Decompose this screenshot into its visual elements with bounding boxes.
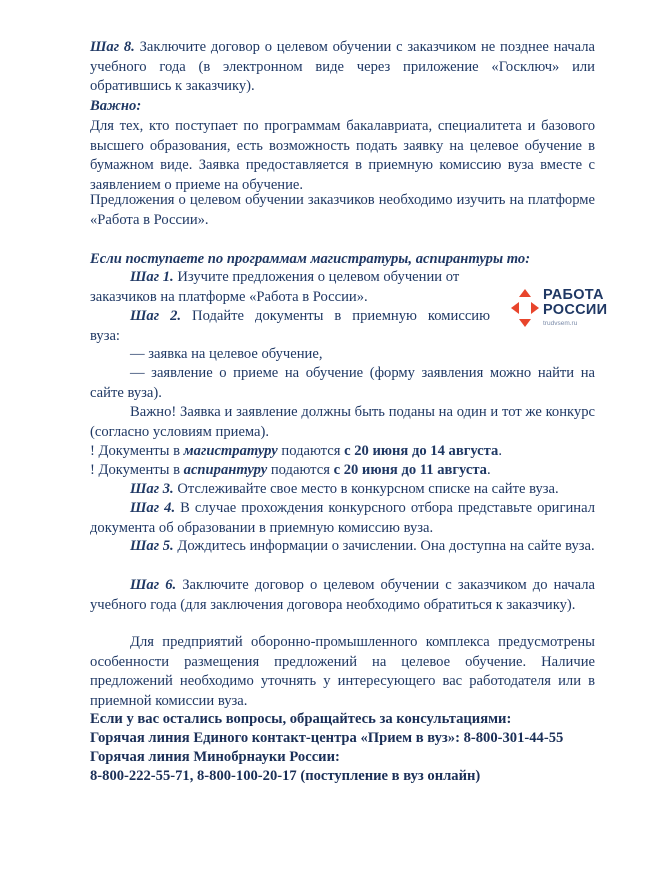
hotline-ekc: Горячая линия Единого контакт-центра «Прием в вуз»: 8-800-301-44-55 [90, 730, 564, 746]
step3-text: Отслеживайте свое место в конкурсном списке на сайте вуза. [173, 481, 559, 497]
important-heading [90, 97, 595, 117]
step5-text: Дождитесь информации о зачислении. Она доступна на сайте вуза. [173, 538, 595, 554]
masters-word: магистратуру [183, 443, 278, 459]
step1-label: Шаг 1. [130, 269, 174, 285]
offers-paragraph: Предложения о целевом обучении заказчиков необходимо изучить на платформе «Работа в России». [90, 192, 595, 228]
defense-industry-paragraph: Для предприятий оборонно-промышленного комплекса предусмотрены особенности размещения предложений на целевое обучение. Наличие предложений необходимо уточнять у интересующего вас работодателя или в приемной комиссии вуза. [90, 634, 595, 709]
contacts-intro: Если у вас остались вопросы, обращайтесь за консультациями: [90, 711, 512, 727]
important-note: Важно! Заявка и заявление должны быть поданы на один и тот же конкурс (согласно условиям приема). [90, 404, 595, 440]
step4-paragraph [90, 499, 595, 538]
step1-text: Изучите предложения о целевом обучении от [173, 269, 460, 285]
step1-cont: заказчиков на платформе «Работа в России». [90, 288, 368, 305]
step4-label: Шаг 4. [130, 500, 176, 516]
step6-label: Шаг 6. [130, 577, 177, 593]
step4-text: В случае прохождения конкурсного отбора представьте оригинал документа об образовании в приемную комиссию вуза. [90, 500, 595, 536]
step8-paragraph [90, 38, 595, 97]
step5-paragraph [90, 537, 595, 557]
step1-paragraph [90, 268, 490, 307]
step2-paragraph [90, 307, 490, 346]
step3-label: Шаг 3. [130, 481, 174, 497]
masters-dates: с 20 июня до 14 августа [344, 443, 499, 459]
hotline-minobrnauki-title: Горячая линия Минобрнауки России: [90, 749, 340, 765]
step2-cont: вуза: [90, 327, 120, 344]
rabota-rossii-logo [509, 285, 621, 333]
rabota-rossii-arrows-icon [509, 287, 543, 329]
hotline-minobrnauki-numbers: 8-800-222-55-71, 8-800-100-20-17 (поступление в вуз онлайн) [90, 768, 481, 784]
step2-label: Шаг 2. [130, 308, 182, 324]
step5-label: Шаг 5. [130, 538, 174, 554]
step6-paragraph [90, 576, 595, 615]
logo-site: trudvsem.ru [543, 320, 578, 327]
postgrad-deadline: ! Документы в аспирантуру подаются с 20 июня до 11 августа. [90, 462, 491, 478]
list-item-statement: — заявление о приеме на обучение (форму заявления можно найти на сайте вуза). [90, 365, 595, 401]
postgrad-word: аспирантуру [183, 462, 268, 478]
step8-label: Шаг 8. [90, 39, 135, 55]
masters-deadline: ! Документы в магистратуру подаются с 20 июня до 14 августа. [90, 443, 502, 459]
important-paragraph: Для тех, кто поступает по программам бакалавриата, специалитета и базового высшего образования, есть возможность подать заявку на целевое обучение в бумажном виде. Заявка предоставляется в приемную комиссию вуза вместе с заявлением о приеме на обучение. [90, 118, 595, 193]
step6-text: Заключите договор о целевом обучении с заказчиком до начала учебного года (для заключения договора необходимо обратиться к заказчику). [90, 577, 595, 613]
step8-text: Заключите договор о целевом обучении с заказчиком не позднее начала учебного года (в электронном виде через приложение «Госключ» или обратившись к заказчику). [90, 39, 595, 95]
masters-heading-text: Если поступаете по программам магистратуры, аспирантуры то: [90, 251, 531, 267]
masters-heading [90, 250, 595, 270]
step2-text: Подайте документы в приемную комиссию [181, 308, 491, 324]
step3-paragraph [90, 480, 595, 500]
list-item-application: — заявка на целевое обучение, [130, 346, 323, 362]
logo-wordmark: РАБОТА РОССИИ [543, 287, 608, 318]
important-label: Важно: [90, 98, 142, 114]
postgrad-dates: с 20 июня до 11 августа [333, 462, 487, 478]
